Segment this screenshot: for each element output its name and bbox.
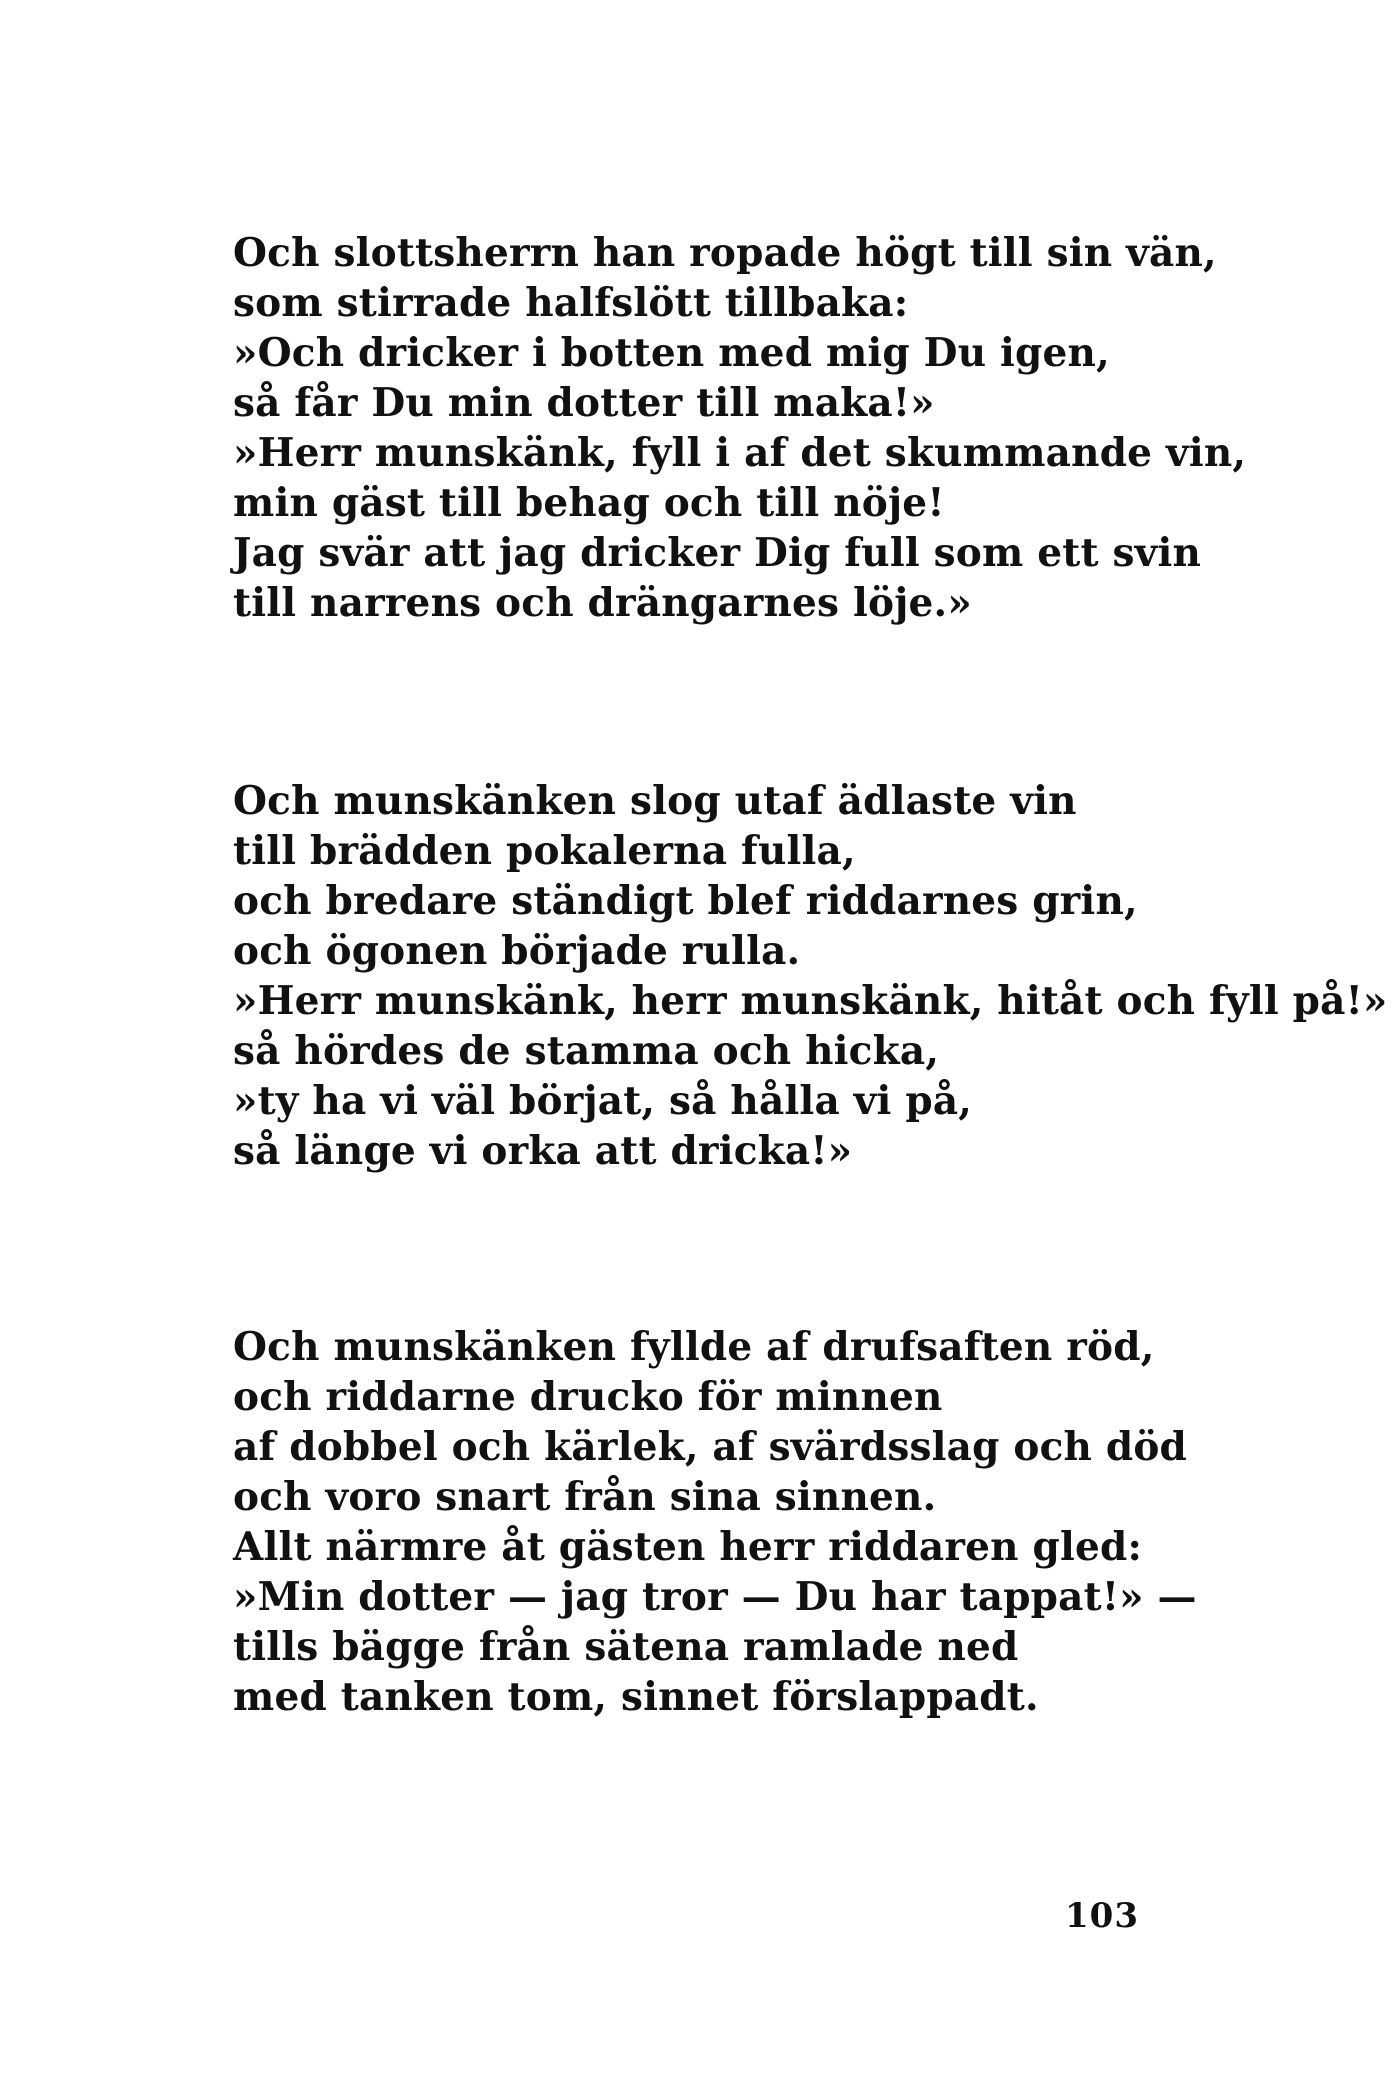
verse-line: till narrens och drängarnes löje.» [233, 580, 972, 626]
verse-line: som stirrade halfslött tillbaka: [233, 280, 909, 326]
stanza-1 [233, 228, 1247, 628]
verse-line: Jag svär att jag dricker Dig full som ett svin [233, 530, 1202, 576]
verse-line: »Och dricker i botten med mig Du igen, [233, 330, 1110, 376]
verse-line: Allt närmre åt gästen herr riddaren gled: [233, 1524, 1143, 1570]
verse-line: Och munskänken fyllde af drufsaften röd, [233, 1324, 1155, 1370]
stanza-2 [233, 776, 1388, 1176]
verse-line: så länge vi orka att dricka!» [233, 1128, 853, 1174]
verse-line: »ty ha vi väl börjat, så hålla vi på, [233, 1078, 973, 1124]
verse-line: och riddarne drucko för minnen [233, 1374, 943, 1420]
verse-line: »Min dotter — jag tror — Du har tappat!» — [233, 1574, 1197, 1620]
verse-line: till brädden pokalerna fulla, [233, 828, 856, 874]
verse-line: af dobbel och kärlek, af svärdsslag och död [233, 1424, 1188, 1470]
page-number: 103 [1065, 1896, 1139, 1936]
verse-line: och bredare ständigt blef riddarnes grin, [233, 878, 1138, 924]
verse-line: så hördes de stamma och hicka, [233, 1028, 940, 1074]
verse-line: och voro snart från sina sinnen. [233, 1474, 937, 1520]
verse-line: »Herr munskänk, fyll i af det skummande vin, [233, 430, 1247, 476]
stanza-3 [233, 1322, 1233, 1722]
verse-line: »Herr munskänk, herr munskänk, hitåt och fyll på!» [233, 978, 1388, 1024]
verse-line: så får Du min dotter till maka!» [233, 380, 935, 426]
verse-line: Och munskänken slog utaf ädlaste vin [233, 778, 1077, 824]
verse-line: min gäst till behag och till nöje! [233, 480, 945, 526]
verse-line: tills bägge från sätena ramlade ned [233, 1624, 1019, 1670]
verse-line: med tanken tom, sinnet förslappadt. [233, 1674, 1039, 1720]
verse-line: och ögonen började rulla. [233, 928, 801, 974]
verse-line: Och slottsherrn han ropade högt till sin vän, [233, 230, 1217, 276]
